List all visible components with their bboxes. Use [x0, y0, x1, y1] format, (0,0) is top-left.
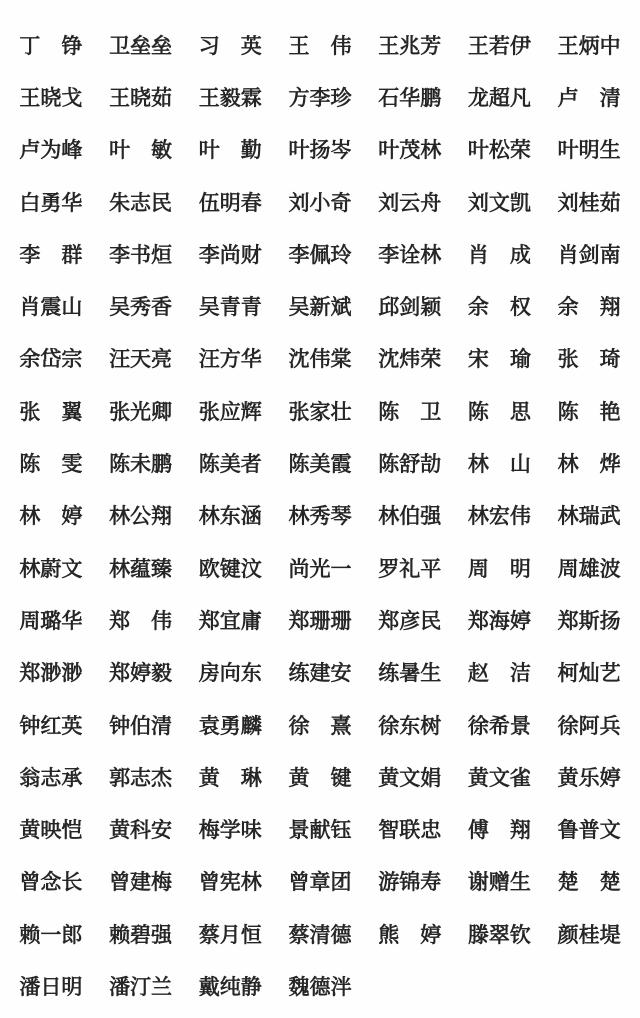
name-cell: 李佩玲	[288, 242, 352, 267]
name-cell: 戴纯静	[198, 974, 262, 999]
name-row	[6, 961, 634, 1013]
name-cell: 伍明春	[198, 190, 262, 215]
name-cell: 林瑞武	[557, 504, 621, 529]
name-cell: 楚 楚	[557, 870, 621, 895]
name-cell: 李尚财	[198, 242, 262, 267]
name-cell: 周雄波	[557, 556, 621, 581]
name-cell: 郑渺渺	[19, 661, 83, 686]
name-cell: 黄 键	[288, 765, 352, 790]
name-cell: 汪天亮	[109, 347, 173, 372]
name-cell: 余 权	[467, 295, 531, 320]
name-cell: 徐阿兵	[557, 713, 621, 738]
name-cell: 林秀琴	[288, 504, 352, 529]
name-cell: 周璐华	[19, 608, 83, 633]
name-cell: 丁 铮	[19, 33, 83, 58]
name-cell: 朱志民	[109, 190, 173, 215]
name-cell: 方李珍	[288, 85, 352, 110]
name-cell: 景献钰	[288, 818, 352, 843]
name-cell: 罗礼平	[378, 556, 442, 581]
name-cell: 钟红英	[19, 713, 83, 738]
name-row	[6, 752, 634, 804]
name-cell: 习 英	[198, 33, 262, 58]
name-cell: 练暑生	[378, 661, 442, 686]
name-cell: 李书烜	[109, 242, 173, 267]
name-cell: 肖震山	[19, 295, 83, 320]
name-cell: 沈炜荣	[378, 347, 442, 372]
name-cell: 卫垒垒	[109, 33, 173, 58]
name-cell: 傅 翔	[467, 818, 531, 843]
name-cell: 王晓茹	[109, 85, 173, 110]
name-row	[6, 20, 634, 72]
name-cell: 颜桂堤	[557, 922, 621, 947]
name-cell: 谢赠生	[467, 870, 531, 895]
name-row	[6, 125, 634, 177]
name-cell: 曾宪林	[198, 870, 262, 895]
name-cell: 余 翔	[557, 295, 621, 320]
name-cell: 吴新斌	[288, 295, 352, 320]
name-cell: 陈未鹏	[109, 452, 173, 477]
name-cell: 魏德泮	[288, 974, 352, 999]
name-cell: 林蕴臻	[109, 556, 173, 581]
name-cell: 黄文娟	[378, 765, 442, 790]
name-cell: 陈美者	[198, 452, 262, 477]
name-cell: 徐希景	[467, 713, 531, 738]
name-cell: 尚光一	[288, 556, 352, 581]
name-cell: 沈伟棠	[288, 347, 352, 372]
name-cell: 陈 卫	[378, 399, 442, 424]
name-cell: 赖一郎	[19, 922, 83, 947]
name-cell: 王若伊	[467, 33, 531, 58]
name-cell: 黄文雀	[467, 765, 531, 790]
name-cell: 郭志杰	[109, 765, 173, 790]
name-cell: 叶扬岑	[288, 138, 352, 163]
name-cell: 刘桂茹	[557, 190, 621, 215]
name-cell: 张家壮	[288, 399, 352, 424]
name-cell: 徐 熹	[288, 713, 352, 738]
name-cell: 陈 雯	[19, 452, 83, 477]
name-cell: 徐东树	[378, 713, 442, 738]
name-row	[6, 909, 634, 961]
name-row	[6, 72, 634, 124]
name-cell: 卢为峰	[19, 138, 83, 163]
name-cell: 蔡月恒	[198, 922, 262, 947]
name-cell: 赵 洁	[467, 661, 531, 686]
name-cell: 卢 清	[557, 85, 621, 110]
name-cell: 赖碧强	[109, 922, 173, 947]
name-cell: 柯灿艺	[557, 661, 621, 686]
name-cell: 曾章团	[288, 870, 352, 895]
name-cell: 余岱宗	[19, 347, 83, 372]
name-row	[6, 229, 634, 281]
name-row	[6, 386, 634, 438]
name-cell: 周 明	[467, 556, 531, 581]
name-cell: 林蔚文	[19, 556, 83, 581]
name-cell: 郑海婷	[467, 608, 531, 633]
name-row	[6, 334, 634, 386]
name-cell: 王晓戈	[19, 85, 83, 110]
name-cell: 黄乐婷	[557, 765, 621, 790]
name-cell: 吴秀香	[109, 295, 173, 320]
name-cell: 智联忠	[378, 818, 442, 843]
name-cell: 滕翠钦	[467, 922, 531, 947]
name-cell: 游锦寿	[378, 870, 442, 895]
name-cell: 熊 婷	[378, 922, 442, 947]
name-cell: 曾建梅	[109, 870, 173, 895]
name-row	[6, 857, 634, 909]
name-cell: 叶茂林	[378, 138, 442, 163]
name-row	[6, 595, 634, 647]
name-cell: 林宏伟	[467, 504, 531, 529]
name-cell: 林伯强	[378, 504, 442, 529]
name-cell: 白勇华	[19, 190, 83, 215]
name-cell: 宋 瑜	[467, 347, 531, 372]
name-cell: 袁勇麟	[198, 713, 262, 738]
name-cell: 刘小奇	[288, 190, 352, 215]
name-row	[6, 804, 634, 856]
name-cell: 张 琦	[557, 347, 621, 372]
name-cell: 黄科安	[109, 818, 173, 843]
name-cell: 李 群	[19, 242, 83, 267]
name-row	[6, 648, 634, 700]
name-cell: 郑宜庸	[198, 608, 262, 633]
name-cell: 林东涵	[198, 504, 262, 529]
name-cell: 郑斯扬	[557, 608, 621, 633]
name-row	[6, 491, 634, 543]
name-cell: 林 山	[467, 452, 531, 477]
name-cell: 林 婷	[19, 504, 83, 529]
name-cell: 房向东	[198, 661, 262, 686]
name-cell: 肖剑南	[557, 242, 621, 267]
name-cell: 刘文凯	[467, 190, 531, 215]
name-cell: 王毅霖	[198, 85, 262, 110]
name-row	[6, 438, 634, 490]
name-cell: 刘云舟	[378, 190, 442, 215]
name-cell: 潘汀兰	[109, 974, 173, 999]
name-cell: 石华鹏	[378, 85, 442, 110]
name-cell: 王炳中	[557, 33, 621, 58]
name-cell: 黄 琳	[198, 765, 262, 790]
name-cell: 林公翔	[109, 504, 173, 529]
name-cell: 梅学味	[198, 818, 262, 843]
name-cell: 叶明生	[557, 138, 621, 163]
name-cell: 吴青青	[198, 295, 262, 320]
name-cell: 陈 思	[467, 399, 531, 424]
name-cell: 翁志承	[19, 765, 83, 790]
name-cell: 郑 伟	[109, 608, 173, 633]
name-cell: 汪方华	[198, 347, 262, 372]
name-cell: 李诠林	[378, 242, 442, 267]
name-cell: 郑彦民	[378, 608, 442, 633]
name-cell: 林 烨	[557, 452, 621, 477]
name-cell: 陈 艳	[557, 399, 621, 424]
name-cell: 邱剑颖	[378, 295, 442, 320]
name-cell: 张应辉	[198, 399, 262, 424]
name-row	[6, 543, 634, 595]
name-cell: 叶 勤	[198, 138, 262, 163]
name-cell: 龙超凡	[467, 85, 531, 110]
name-cell: 叶 敏	[109, 138, 173, 163]
name-cell: 鲁普文	[557, 818, 621, 843]
name-cell: 潘日明	[19, 974, 83, 999]
name-row	[6, 700, 634, 752]
name-cell: 陈美霞	[288, 452, 352, 477]
name-cell: 王 伟	[288, 33, 352, 58]
name-cell: 曾念长	[19, 870, 83, 895]
name-cell: 郑珊珊	[288, 608, 352, 633]
name-cell: 肖 成	[467, 242, 531, 267]
name-cell: 张 翼	[19, 399, 83, 424]
name-cell: 郑婷毅	[109, 661, 173, 686]
name-cell: 王兆芳	[378, 33, 442, 58]
name-cell: 叶松荣	[467, 138, 531, 163]
name-cell: 蔡清德	[288, 922, 352, 947]
name-cell: 黄映恺	[19, 818, 83, 843]
name-cell: 欧键汶	[198, 556, 262, 581]
name-row	[6, 177, 634, 229]
name-cell: 陈舒劼	[378, 452, 442, 477]
name-cell: 张光卿	[109, 399, 173, 424]
name-cell: 钟伯清	[109, 713, 173, 738]
name-cell: 练建安	[288, 661, 352, 686]
name-row	[6, 281, 634, 333]
